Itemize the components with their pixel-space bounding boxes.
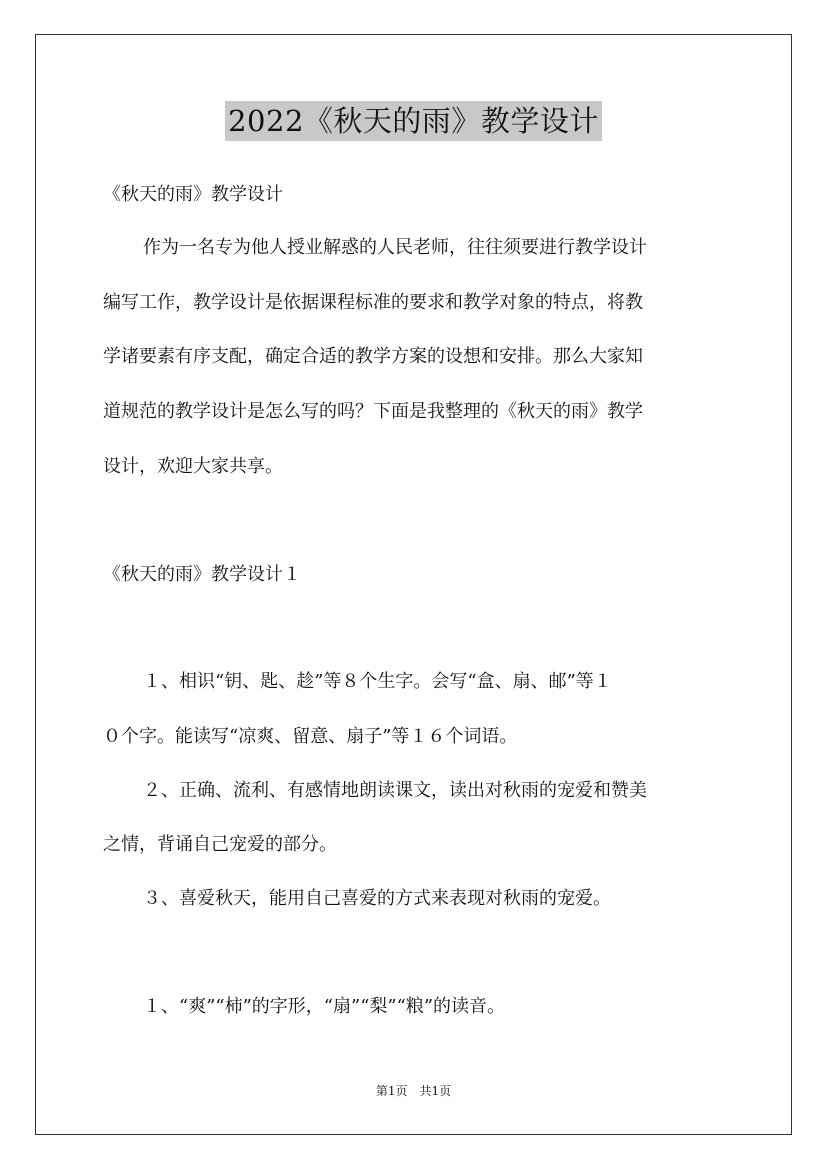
goal-line: 之情，背诵自己宠爱的部分。 [103,834,337,855]
intro-line: 道规范的教学设计是怎么写的吗？下面是我整理的《秋天的雨》教学 [103,401,643,422]
goal-line: ２、正确、流利、有感情地朗读课文，读出对秋雨的宠爱和赞美 [143,780,647,801]
section-heading: 《秋天的雨》教学设计１ [103,564,301,585]
document-title: 2022《秋天的雨》教学设计 [225,101,602,141]
intro-line: 设计，欢迎大家共享。 [103,456,283,477]
document-subtitle: 《秋天的雨》教学设计 [103,184,283,205]
goal-line: １、相识“钥、匙、趁”等８个生字。会写“盒、扇、邮”等１ [143,671,612,692]
title-container [0,101,827,141]
intro-line: 作为一名专为他人授业解惑的人民老师，往往须要进行教学设计 [143,237,647,258]
key-point-line: １、“爽”“柿”的字形，“扇”“梨”“粮”的读音。 [143,996,506,1017]
intro-line: 学诸要素有序支配，确定合适的教学方案的设想和安排。那么大家知 [103,346,643,367]
goal-line: ０个字。能读写“凉爽、留意、扇子”等１６个词语。 [103,726,518,747]
intro-line: 编写工作，教学设计是依据课程标准的要求和教学对象的特点，将教 [103,292,643,313]
goal-line: ３、喜爱秋天，能用自己喜爱的方式来表现对秋雨的宠爱。 [143,888,611,909]
page-footer: 第1页 共1页 [375,1084,452,1098]
